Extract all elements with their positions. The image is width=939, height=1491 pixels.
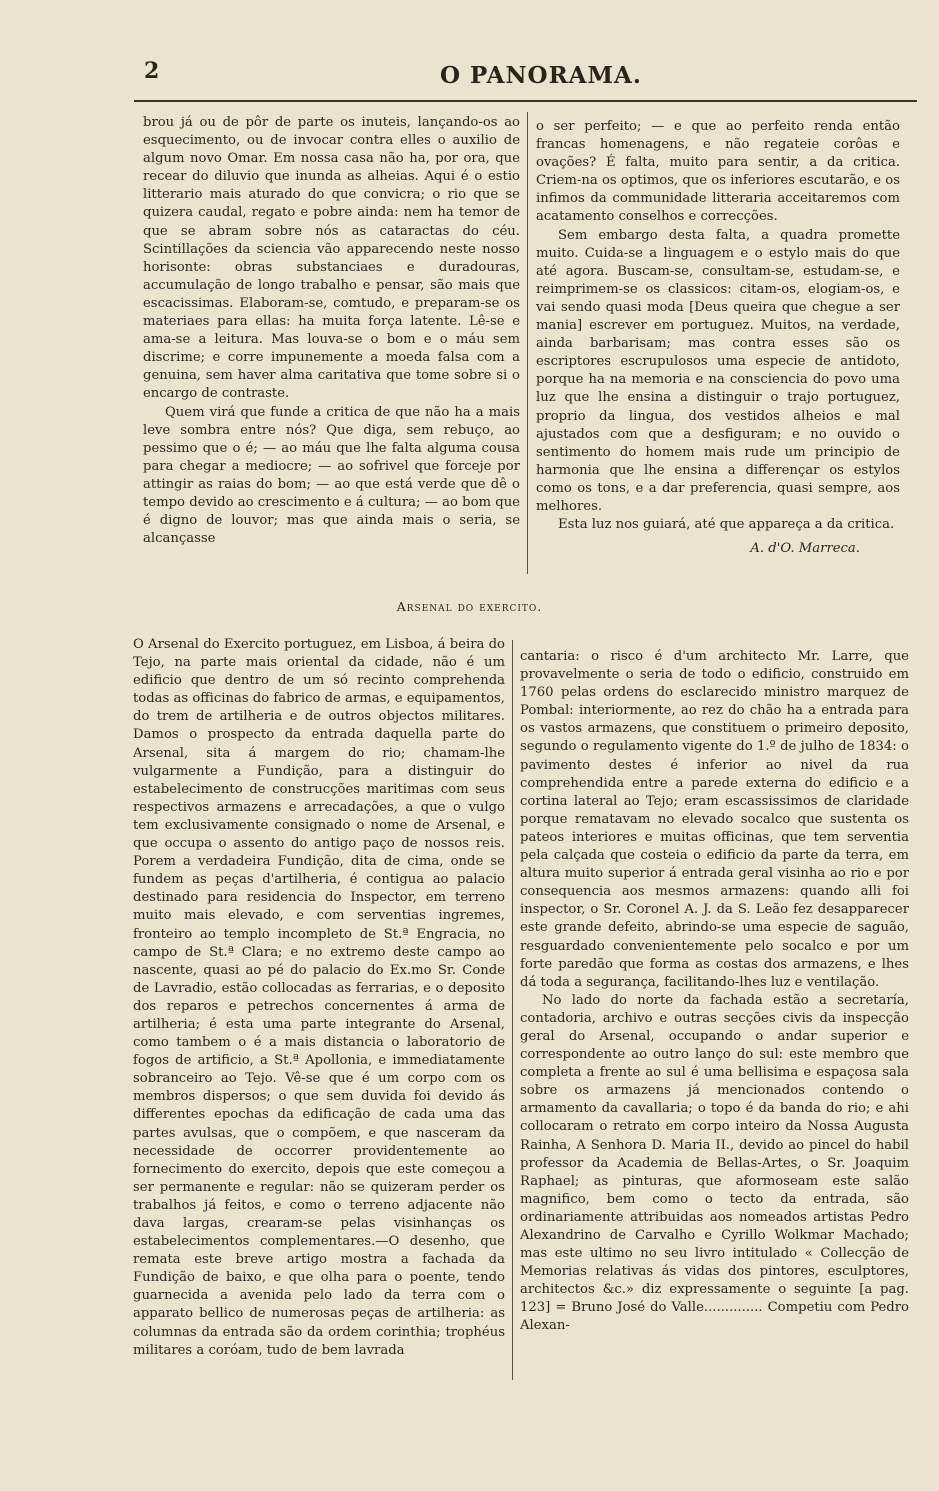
paragraph: cantaria: o risco é d'um architecto Mr. Larre, que provavelmente o seria de todo o edificio, construido em 1760 pelas ordens do esclarecido ministro marquez de Pombal: interiormente, ao rez do chão ha a entrada para os vastos armazens, que constituem o primeiro deposito, segundo o regulamento vigente do 1.º de julho de 1834: o pavimento destes é inferior ao nivel da rua comprehendida entre a parede externa do edificio e a cortina lateral ao Tejo; eram escassissimos de claridade porque rematavam no elevado socalco que sustenta os pateos interiores e muitas officinas, que tem serventia pela calçada que costeia o edificio da parte da terra, em altura muito superior á entrada geral visinha ao rio e por consequencia aos mesmos armazens: quando alli foi inspector, o Sr. Coronel A. J. da S. Leão fez desapparecer este grande defeito, abrindo-se uma especie de saguão, resguardado convenientemente pelo socalco e por um forte paredão que forma as costas dos armazens, e lhes dá toda a segurança, facilitando-lhes luz e ventilação.	[520, 649, 909, 990]
article2-column-left	[133, 636, 505, 1386]
paragraph: Sem embargo desta falta, a quadra promette muito. Cuida-se a linguagem e o estylo mais do que até agora. Buscam-se, consultam-se, estudam-se, e reimprimem-se os classicos: citam-os, elogiam-os, e vai sendo quasi moda [Deus queira que chegue a ser mania] escrever em portuguez. Muitos, na verdade, ainda barbarisam; mas contra esses são os escriptores escrupulosos uma especie de antidoto, porque ha na memoria e na consciencia do povo uma luz que lhe ensina a distinguir o trajo portuguez, proprio da lingua, dos vestidos alheios e mal ajustados com que a desfiguram; e no ouvido o sentimento do homem mais rude um principio de harmonia que lhe ensina a differençar os estylos como os tons, e a dar preferencia, quasi sempre, aos melhores.	[536, 227, 900, 514]
running-title: O PANORAMA.	[440, 62, 642, 89]
article2-column-right	[520, 648, 909, 1388]
author-signature: A. d'O. Marreca.	[750, 541, 860, 557]
article1-column-right	[536, 118, 900, 584]
article1-column-left	[143, 114, 520, 574]
header-rule	[134, 100, 917, 102]
paragraph: brou já ou de pôr de parte os inuteis, lançando-os ao esquecimento, ou de invocar contra elles o auxilio de algum novo Omar. Em nossa casa não ha, por ora, que recear do diluvio que inunda as alheias. Aqui é o estio litterario mais aturado do que convicra; o rio que se quizera caudal, regato e pobre ainda: nem ha temor de que se abram sobre nós as cataractas do céu. Scintillações da sciencia vão apparecendo neste nosso horisonte: obras substanciaes e duradouras, accumulação de longo trabalho e pensar, são mais que escacissimas. Elaboram-se, comtudo, e preparam-se os materiaes para ellas: ha muita força latente. Lê-se e ama-se a leitura. Mas louva-se o bom e o máu sem discrime; e corre impunemente a moeda falsa com a genuina, sem haver alma caritativa que tome sobre si o encargo de contraste.	[143, 115, 520, 402]
paragraph: No lado do norte da fachada estão a secretaría, contadoria, archivo e outras secções civis da inspecção geral do Arsenal, occupando o andar superior e correspondente ao outro lanço do sul: este membro que completa a frente ao sul é uma bellisima e espaçosa sala sobre os armazens já mencionados contendo o armamento da cavallaria; o topo é da banda do rio; e ahi collocaram o retrato em corpo inteiro da Nossa Augusta Rainha, A Senhora D. Maria II., devido ao pincel do habil professor da Academia de Bellas-Artes, o Sr. Joaquim Raphael; as pinturas, que aformoseam este salão magnifico, bem como o tecto da entrada, são ordinariamente attribuidas aos nomeados artistas Pedro Alexandrino de Carvalho e Cyrillo Wolkmar Machado; mas este ultimo no seu livro intitulado « Collecção de Memorias relativas ás vidas dos pintores, esculptores, architectos &c.» diz expressamente o seguinte [a pag. 123] = Bruno José do Valle.............. Competiu com Pedro Alexan-	[520, 992, 909, 1334]
paragraph: o ser perfeito; — e que ao perfeito renda então francas homenagens, e não regateie corôas e ovações? É falta, muito para sentir, a da critica. Criem-na os optimos, que os inferiores escutarão, e os infimos da communidade litteraria acceitaremos com acatamento conselhos e correcções.	[536, 119, 900, 225]
page-number: 2	[144, 58, 160, 84]
paragraph: Quem virá que funde a critica de que não ha a mais leve sombra entre nós? Que diga, sem rebuço, ao pessimo que o é; — ao máu que lhe falta alguma cousa para chegar a mediocre; — ao sofrivel que forceje por attingir as raias do bom; — ao que está verde que dê o tempo devido ao crescimento e á cultura; — ao bom que é digno de louvor; mas que ainda mais o seria, se alcançasse	[143, 404, 520, 547]
paragraph: Esta luz nos guiará, até que appareça a da critica.	[558, 517, 895, 533]
column-divider	[512, 640, 513, 1380]
section-title: Arsenal do exercito.	[396, 599, 543, 614]
paragraph: O Arsenal do Exercito portuguez, em Lisboa, á beira do Tejo, na parte mais oriental da cidade, não é um edificio que dentro de um só recinto comprehenda todas as officinas do fabrico de armas, e equipamentos, do trem de artilheria e de outros objectos militares. Damos o prospecto da entrada daquella parte do Arsenal, sita á margem do rio; chamam-lhe vulgarmente a Fundição, para a distinguir do estabelecimento de construcções maritimas com seus respectivos armazens e arrecadações, a que o vulgo tem exclusivamente consignado o nome de Arsenal, e que occupa o assento do antigo paço de nossos reis. Porem a verdadeira Fundição, dita de cima, onde se fundem as peças d'artilheria, é contigua ao palacio destinado para residencia do Inspector, em terreno muito mais elevado, e com serventias ingremes, fronteiro ao templo incompleto de St.ª Engracia, no campo de St.ª Clara; e no extremo deste campo ao nascente, quasi ao pé do palacio do Ex.mo Sr. Conde de Lavradio, estão collocadas as ferrarias, e o deposito dos reparos e petrechos concernentes á arma de artilheria; é esta uma parte integrante do Arsenal, como tambem o é a mais distancia o laboratorio de fogos de artificio, a St.ª Apollonia, e immediatamente sobranceiro ao Tejo. Vê-se que é um corpo com os membros dispersos; o que sem duvida foi devido ás differentes epochas da edificação de cada uma das partes avulsas, que o compõem, e que nasceram da necessidade de occorrer providentemente ao fornecimento do exercito, depois que este começou a ser permanente e regular: não se quizeram perder os trabalhos já feitos, e como o terreno adjacente não dava largas, crearam-se pelas visinhanças os estabelecimentos complementares.—O desenho, que remata este breve artigo mostra a fachada da Fundição de baixo, e que olha para o poente, tendo guarnecida a avenida pelo lado da terra com o apparato bellico de numerosas peças de artilheria: as columnas da entrada são da ordem corinthia; trophéus militares a coróam, tudo de bem lavrada	[133, 637, 505, 1358]
column-divider	[527, 112, 528, 574]
